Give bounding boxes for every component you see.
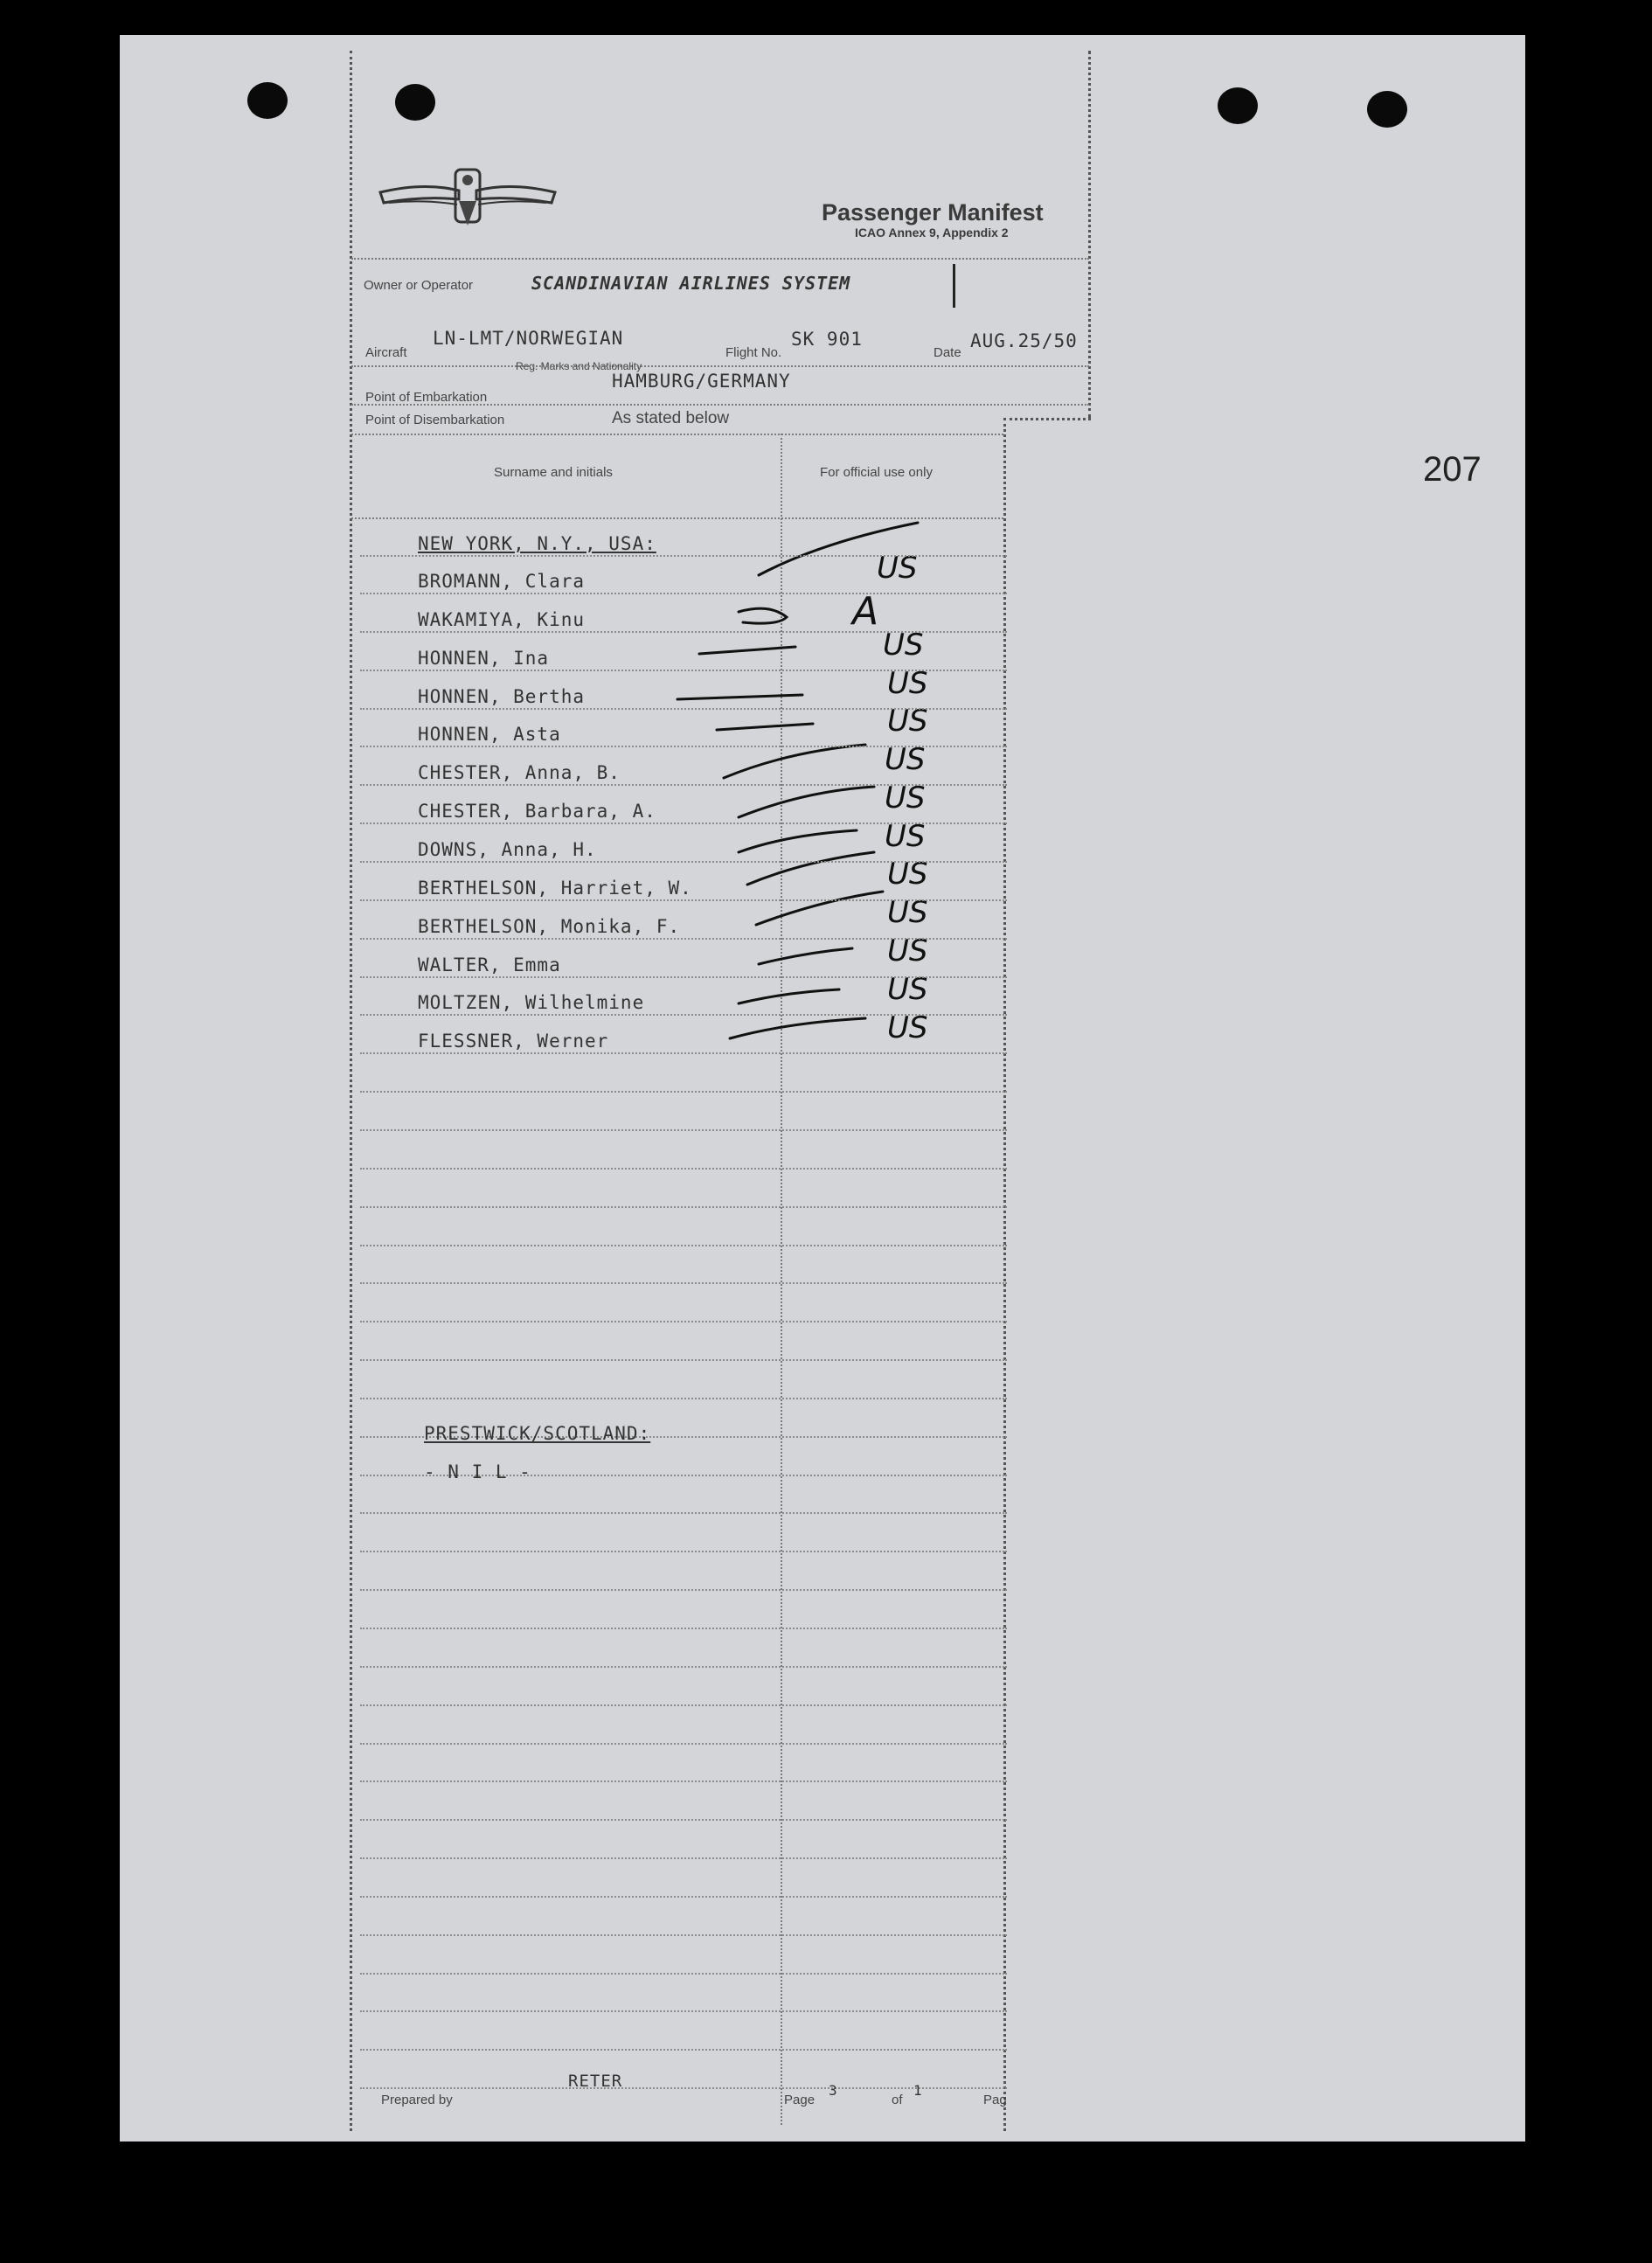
owner-value: SCANDINAVIAN AIRLINES SYSTEM xyxy=(531,273,851,294)
aircraft-sublabel: Reg. Marks and Nationality xyxy=(516,360,642,372)
flight-value: SK 901 xyxy=(791,329,863,350)
handwritten-mark: US xyxy=(887,666,928,701)
table-row xyxy=(360,1743,1007,1745)
table-row xyxy=(360,1398,1007,1399)
disembark-value: As stated below xyxy=(612,409,730,427)
date-label: Date xyxy=(934,345,961,360)
table-row xyxy=(360,2010,1007,2012)
table-row xyxy=(360,1282,1007,1284)
table-row xyxy=(360,1206,1007,1208)
list-item: BROMANN, Clara xyxy=(418,571,586,592)
handwritten-mark: US xyxy=(885,781,926,816)
of-label: of xyxy=(892,2093,903,2107)
handwritten-mark: US xyxy=(885,819,926,854)
list-item: DOWNS, Anna, H. xyxy=(418,839,597,860)
column-header-names: Surname and initials xyxy=(494,465,613,480)
list-item: CHESTER, Anna, B. xyxy=(418,762,621,783)
table-row xyxy=(360,784,1007,786)
table-row xyxy=(360,1934,1007,1936)
embark-label: Point of Embarkation xyxy=(365,390,488,405)
prepared-value: RETER xyxy=(568,2072,623,2091)
table-row xyxy=(360,593,1007,594)
table-row xyxy=(360,1857,1007,1859)
table-row xyxy=(360,1052,1007,1054)
table-row xyxy=(360,861,1007,863)
table-row xyxy=(360,938,1007,940)
handwritten-mark: US xyxy=(887,972,928,1007)
table-row xyxy=(360,2049,1007,2051)
handwritten-mark: US xyxy=(887,704,928,739)
aircraft-label: Aircraft xyxy=(365,345,407,360)
flight-label: Flight No. xyxy=(725,345,782,360)
list-item: FLESSNER, Werner xyxy=(418,1031,609,1052)
owner-label: Owner or Operator xyxy=(364,278,474,293)
disembark-label: Point of Disembarkation xyxy=(365,413,505,427)
handwritten-mark: A xyxy=(852,589,879,634)
table-row xyxy=(360,1129,1007,1131)
handwritten-mark: US xyxy=(887,1010,928,1045)
table-row xyxy=(360,1168,1007,1170)
handwritten-mark: US xyxy=(883,628,924,663)
list-item: BERTHELSON, Monika, F. xyxy=(418,916,681,937)
page-value: 3 xyxy=(829,2082,838,2099)
list-item: CHESTER, Barbara, A. xyxy=(418,801,656,822)
stop-value: - N I L - xyxy=(424,1461,531,1482)
table-row xyxy=(360,555,1007,557)
table-row xyxy=(360,631,1007,633)
handwritten-mark: US xyxy=(877,551,918,586)
prepared-label: Prepared by xyxy=(381,2093,453,2107)
list-item: HONNEN, Asta xyxy=(418,724,561,745)
table-row xyxy=(360,1973,1007,1975)
table-row xyxy=(360,976,1007,978)
table-row xyxy=(360,899,1007,901)
table-row xyxy=(360,1704,1007,1706)
table-row xyxy=(360,1551,1007,1552)
table-row xyxy=(360,2087,1007,2089)
column-header-official: For official use only xyxy=(820,465,933,480)
table-row xyxy=(360,1819,1007,1821)
table-row xyxy=(360,1014,1007,1016)
table-row xyxy=(360,1321,1007,1322)
handwritten-mark: US xyxy=(887,895,928,930)
table-row xyxy=(360,708,1007,710)
table-row xyxy=(360,1666,1007,1668)
table-row xyxy=(360,1628,1007,1629)
table-row xyxy=(360,823,1007,824)
handwritten-mark: US xyxy=(887,857,928,892)
of-value: 1 xyxy=(913,2082,923,2099)
page-label: Page xyxy=(784,2093,816,2107)
table-row xyxy=(360,1512,1007,1514)
table-row xyxy=(360,1781,1007,1782)
embark-value: HAMBURG/GERMANY xyxy=(612,371,791,392)
list-item: MOLTZEN, Wilhelmine xyxy=(418,992,645,1013)
table-row xyxy=(360,1091,1007,1093)
list-item: HONNEN, Bertha xyxy=(418,686,586,707)
pag-label: Pag xyxy=(983,2093,1007,2107)
list-item: NEW YORK, N.Y., USA: xyxy=(418,533,656,554)
table-row xyxy=(360,1896,1007,1898)
archive-page-number: 207 xyxy=(1423,450,1482,489)
list-item: WALTER, Emma xyxy=(418,954,561,975)
list-item: HONNEN, Ina xyxy=(418,648,550,669)
handwritten-mark: US xyxy=(885,742,926,777)
table-row xyxy=(360,670,1007,671)
table-row xyxy=(360,746,1007,747)
list-item: BERTHELSON, Harriet, W. xyxy=(418,878,692,899)
stop-place: PRESTWICK/SCOTLAND: xyxy=(424,1423,651,1444)
table-row xyxy=(360,1589,1007,1591)
handwritten-mark: US xyxy=(887,934,928,968)
table-row xyxy=(360,1245,1007,1246)
date-value: AUG.25/50 xyxy=(970,330,1078,351)
form-title: Passenger Manifest xyxy=(822,199,1044,226)
list-item: WAKAMIYA, Kinu xyxy=(418,609,586,630)
table-row xyxy=(360,1359,1007,1361)
aircraft-value: LN-LMT/NORWEGIAN xyxy=(433,328,624,349)
form-subtitle: ICAO Annex 9, Appendix 2 xyxy=(855,226,1009,239)
